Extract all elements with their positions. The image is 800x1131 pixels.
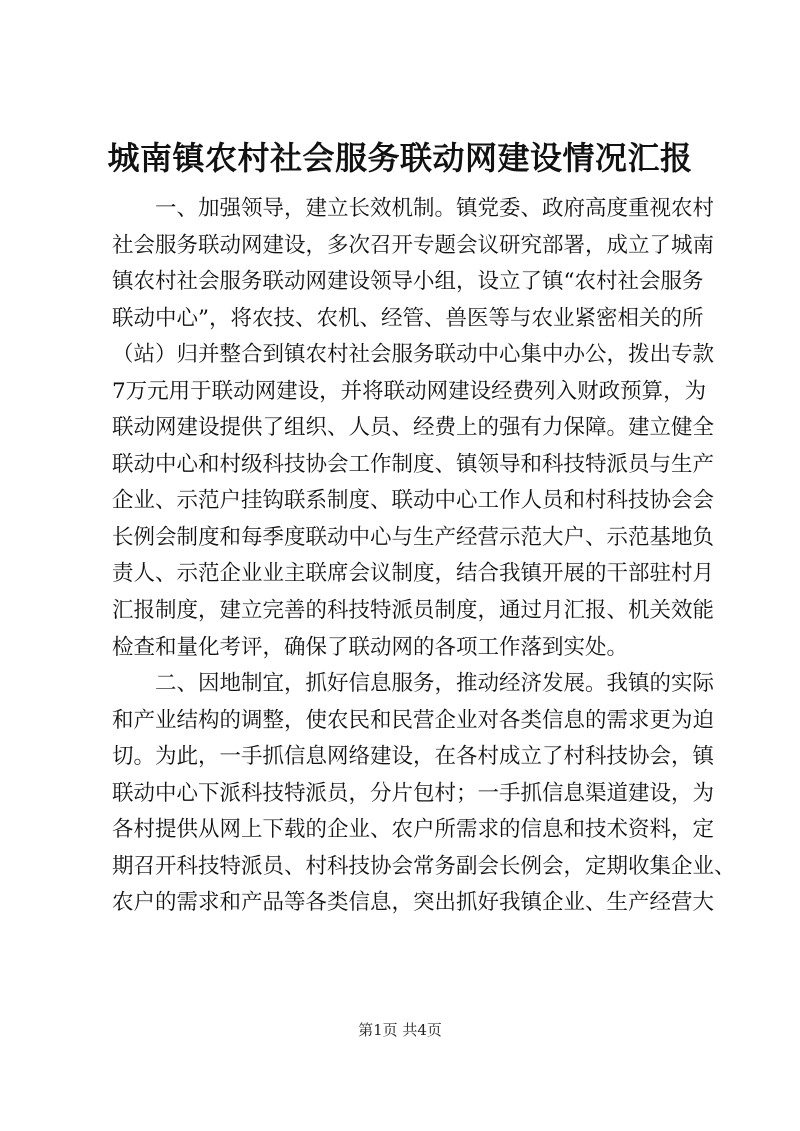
- document-title: 城南镇农村社会服务联动网建设情况汇报: [107, 139, 693, 177]
- paragraph-1-line-5: （站）归并整合到镇农村社会服务联动中心集中办公，拨出专款: [112, 342, 715, 368]
- paragraph-2-line-2: 和产业结构的调整，使农民和民营企业对各类信息的需求更为迫: [112, 707, 715, 733]
- paragraph-1-line-10: 长例会制度和每季度联动中心与生产经营示范大户、示范基地负: [112, 524, 715, 550]
- paragraph-2-line-5: 各村提供从网上下载的企业、农户所需求的信息和技术资料，定: [112, 817, 715, 843]
- page-number-footer: 第1页 共4页: [358, 1021, 442, 1039]
- paragraph-1-line-4: 联动中心”，将农技、农机、经管、兽医等与农业紧密相关的所: [112, 305, 704, 331]
- paragraph-1-line-3: 镇农村社会服务联动网建设领导小组，设立了镇“农村社会服务: [112, 269, 704, 295]
- paragraph-2-line-3: 切。为此，一手抓信息网络建设，在各村成立了村科技协会，镇: [112, 744, 715, 770]
- paragraph-2-line-1: 二、因地制宜，抓好信息服务，推动经济发展。我镇的实际: [155, 671, 715, 697]
- paragraph-1-line-2: 社会服务联动网建设，多次召开专题会议研究部署，成立了城南: [112, 232, 715, 258]
- document-body: [112, 191, 736, 922]
- paragraph-2-line-7: 农户的需求和产品等各类信息，突出抓好我镇企业、生产经营大: [112, 890, 715, 916]
- paragraph-1-line-13: 检查和量化考评，确保了联动网的各项工作落到实处。: [112, 634, 629, 660]
- paragraph-2-line-4: 联动中心下派科技特派员，分片包村；一手抓信息渠道建设，为: [112, 780, 715, 806]
- paragraph-1-line-7: 联动网建设提供了组织、人员、经费上的强有力保障。建立健全: [112, 415, 715, 441]
- paragraph-2-line-6: 期召开科技特派员、村科技协会常务副会长例会，定期收集企业、: [112, 853, 736, 879]
- paragraph-1-line-1: 一、加强领导，建立长效机制。镇党委、政府高度重视农村: [155, 196, 715, 221]
- paragraph-1-line-12: 汇报制度，建立完善的科技特派员制度，通过月汇报、机关效能: [112, 598, 715, 624]
- paragraph-1-line-11: 责人、示范企业业主联席会议制度，结合我镇开展的干部驻村月: [112, 561, 715, 587]
- paragraph-1-line-9: 企业、示范户挂钩联系制度、联动中心工作人员和村科技协会会: [112, 488, 715, 514]
- paragraph-1-line-8: 联动中心和村级科技协会工作制度、镇领导和科技特派员与生产: [112, 451, 715, 477]
- paragraph-1-line-6: 7万元用于联动网建设，并将联动网建设经费列入财政预算，为: [112, 378, 707, 404]
